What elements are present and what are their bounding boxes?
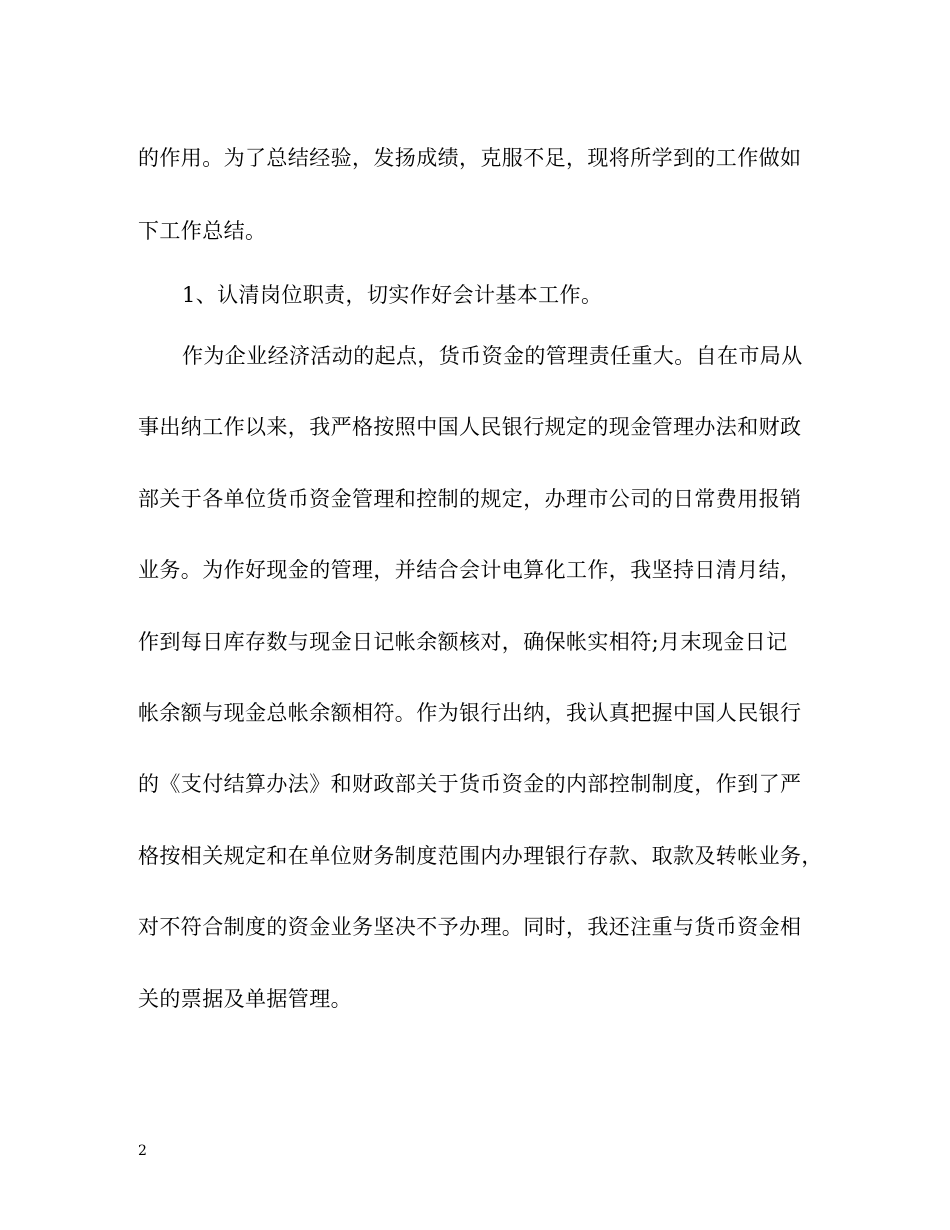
body-text-line: 下工作总结。 [138,219,267,243]
section-heading: 1、认清岗位职责，切实作好会计基本工作。 [182,283,603,307]
body-text-line: 对不符合制度的资金业务坚决不予办理。同时，我还注重与货币资金相 [138,915,802,939]
body-text-line: 的《支付结算办法》和财政部关于货币资金的内部控制制度，作到了严 [138,772,802,796]
page-number: 2 [138,1143,147,1159]
body-text-line: 帐余额与现金总帐余额相符。作为银行出纳，我认真把握中国人民银行 [138,701,802,725]
body-text-line: 的作用。为了总结经验，发扬成绩，克服不足，现将所学到的工作做如 [138,146,802,170]
body-text-line: 关的票据及单据管理。 [138,987,352,1011]
paragraph-first-line: 作为企业经济活动的起点，货币资金的管理责任重大。自在市局从 [182,344,803,368]
body-text-line: 格按相关规定和在单位财务制度范围内办理银行存款、取款及转帐业务， [138,844,823,868]
body-text-line: 业务。为作好现金的管理，并结合会计电算化工作，我坚持日清月结， [138,558,802,582]
body-text-line: 作到每日库存数与现金日记帐余额核对，确保帐实相符;月末现金日记 [138,630,788,654]
body-text-line: 事出纳工作以来，我严格按照中国人民银行规定的现金管理办法和财政 [138,415,802,439]
body-text-line: 部关于各单位货币资金管理和控制的规定，办理市公司的日常费用报销 [138,487,802,511]
